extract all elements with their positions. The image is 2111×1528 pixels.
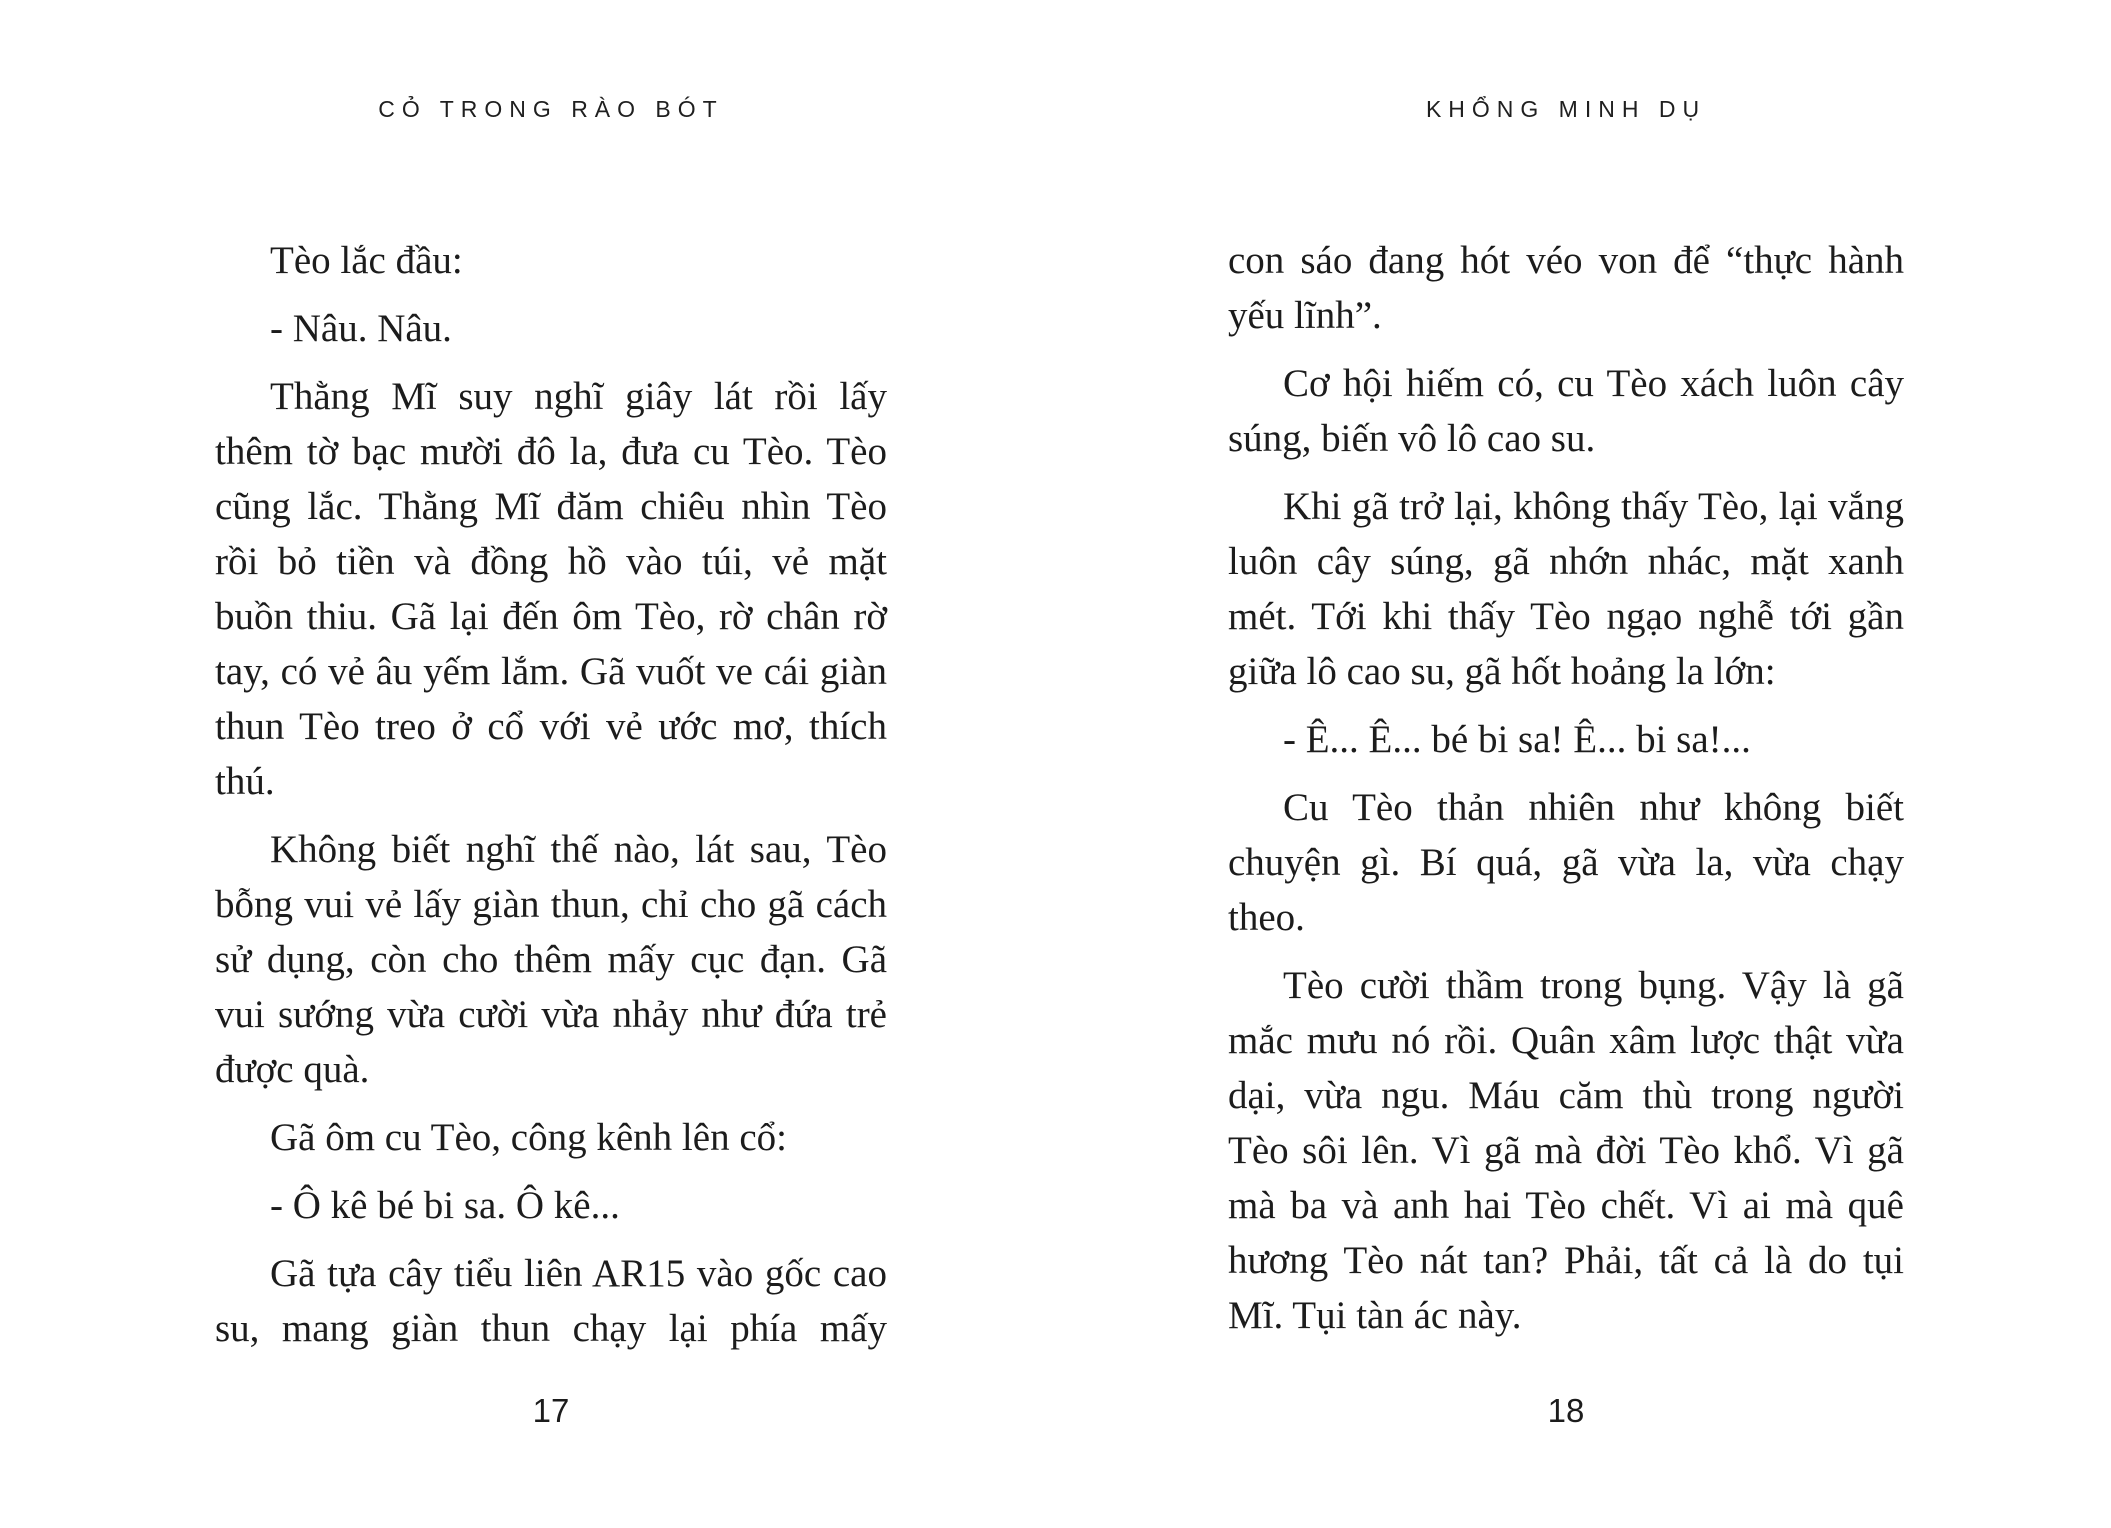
paragraph: - Nâu. Nâu.: [270, 307, 452, 350]
paragraph: con sáo đang hót véo von để “thực hành yếu lĩnh”.: [1228, 239, 1904, 337]
paragraph: Cơ hội hiếm có, cu Tèo xách luôn cây súng, biến vô lô cao su.: [1228, 362, 1904, 460]
paragraph: Không biết nghĩ thế nào, lát sau, Tèo bỗng vui vẻ lấy giàn thun, chỉ cho gã cách sử dụng, còn cho thêm mấy cục đạn. Gã vui sướng vừa cười vừa nhảy như đứa trẻ được quà.: [215, 828, 887, 1091]
running-header-right: KHỔNG MINH DỤ: [1425, 96, 1707, 122]
paragraph: Gã tựa cây tiểu liên AR15 vào gốc cao su, mang giàn thun chạy lại phía mấy: [215, 1252, 887, 1350]
paragraph: Gã ôm cu Tèo, công kênh lên cổ:: [270, 1116, 787, 1159]
text-block-left: [215, 233, 887, 1356]
paragraph: Khi gã trở lại, không thấy Tèo, lại vắng luôn cây súng, gã nhớn nhác, mặt xanh mét. Tới khi thấy Tèo ngạo nghễ tới gần giữa lô cao su, gã hốt hoảng la lớn:: [1228, 485, 1904, 693]
page-left: [215, 0, 887, 1528]
paragraph: - Ô kê bé bi sa. Ô kê...: [270, 1184, 620, 1227]
running-header-left: CỎ TRONG RÀO BÓT: [378, 96, 724, 122]
page-number-left: 17: [532, 1392, 570, 1429]
page-right: [1228, 0, 1904, 1528]
paragraph: Thằng Mĩ suy nghĩ giây lát rồi lấy thêm tờ bạc mười đô la, đưa cu Tèo. Tèo cũng lắc. Thằng Mĩ đăm chiêu nhìn Tèo rồi bỏ tiền và đồng hồ vào túi, vẻ mặt buồn thiu. Gã lại đến ôm Tèo, rờ chân rờ tay, có vẻ âu yếm lắm. Gã vuốt ve cái giàn thun Tèo treo ở cổ với vẻ ước mơ, thích thú.: [215, 375, 887, 803]
paragraph: Tèo lắc đầu:: [270, 239, 463, 282]
paragraph: Cu Tèo thản nhiên như không biết chuyện gì. Bí quá, gã vừa la, vừa chạy theo.: [1228, 786, 1904, 939]
text-block-right: [1228, 233, 1904, 1343]
paragraph: Tèo cười thầm trong bụng. Vậy là gã mắc mưu nó rồi. Quân xâm lược thật vừa dại, vừa ngu. Máu căm thù trong người Tèo sôi lên. Vì gã mà đời Tèo khổ. Vì gã mà ba và anh hai Tèo chết. Vì ai mà quê hương Tèo nát tan? Phải, tất cả là do tụi Mĩ. Tụi tàn ác này.: [1228, 964, 1904, 1337]
paragraph: - Ê... Ê... bé bi sa! Ê... bi sa!...: [1283, 718, 1751, 761]
page-number-right: 18: [1547, 1392, 1585, 1429]
